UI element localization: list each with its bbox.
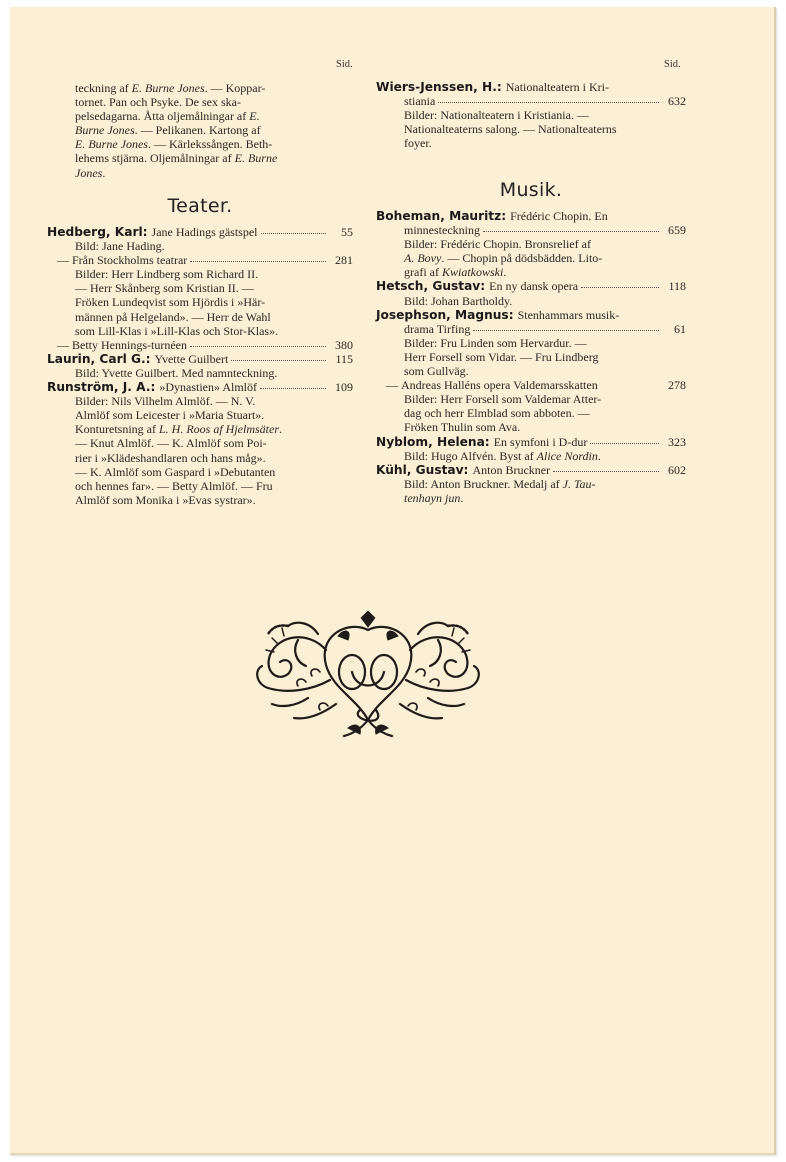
detail-line: Bilder: Frédéric Chopin. Bronsrelief af xyxy=(404,237,591,252)
index-entry xyxy=(376,209,686,223)
index-entry xyxy=(47,380,353,394)
detail-line: Konturetsning af L. H. Roos af Hjelmsäter. xyxy=(75,422,282,437)
entry-title: Anton Bruckner xyxy=(472,462,551,477)
entry-title: »Dynastien» Almlöf xyxy=(159,380,258,395)
entry-author: Boheman, Mauritz: xyxy=(376,209,507,223)
entry-title: Frédéric Chopin. En xyxy=(510,209,608,223)
dot-leader xyxy=(473,329,659,331)
detail-line: dag och herr Elmblad som abboten. — xyxy=(404,406,590,421)
dot-leader xyxy=(601,386,659,387)
index-entry xyxy=(376,435,686,449)
detail-line: Bilder: Herr Forsell som Valdemar Atter- xyxy=(404,392,602,407)
entry-detail xyxy=(376,477,686,505)
detail-line: Almlöf som Monika i »Evas systrar». xyxy=(75,492,256,507)
entry-title: stiania xyxy=(404,94,436,109)
section-title-musik: Musik. xyxy=(499,179,563,201)
continuation-line: tornet. Pan och Psyke. De sex ska- xyxy=(75,95,241,110)
index-entry xyxy=(376,463,686,477)
entry-page-number: 281 xyxy=(335,253,353,268)
entry-title: drama Tirfing xyxy=(404,321,471,336)
entry-detail xyxy=(376,108,686,150)
entry-title: En symfoni i D-dur xyxy=(493,434,588,449)
continuation-line: teckning af E. Burne Jones. — Koppar- xyxy=(75,81,266,95)
continuation-text xyxy=(47,81,353,180)
detail-line: som Gullväg. xyxy=(404,364,469,379)
entry-title: Stenhammars musik- xyxy=(517,307,620,322)
detail-line: foyer. xyxy=(404,136,432,151)
dot-leader xyxy=(581,286,659,288)
index-entry xyxy=(47,253,353,267)
detail-line: tenhayn jun. xyxy=(404,490,464,505)
detail-line: rier i »Klädeshandlaren och hans måg». xyxy=(75,450,266,465)
page-column-header: Sid. xyxy=(664,59,681,70)
page-column-header: Sid. xyxy=(336,59,353,70)
dot-leader xyxy=(190,260,326,262)
entry-page-number: 632 xyxy=(668,94,686,109)
continuation-line: pelsedagarna. Åtta oljemålningar af E. xyxy=(75,109,260,124)
entry-title: Yvette Guilbert xyxy=(154,351,229,366)
entry-detail: Bild: Hugo Alfvén. Byst af Alice Nordin. xyxy=(404,448,601,463)
entry-author: Runström, J. A.: xyxy=(47,380,156,395)
dot-leader xyxy=(190,345,326,347)
detail-line: Fröken Thulin som Ava. xyxy=(404,420,521,435)
detail-line: Almlöf som Leicester i »Maria Stuart». xyxy=(75,408,265,423)
entry-author: Hetsch, Gustav: xyxy=(376,279,486,294)
entry-author: Wiers-Jenssen, H.: xyxy=(376,80,502,94)
entry-title: minnesteckning xyxy=(404,223,480,238)
detail-line: Bild: Anton Bruckner. Medalj af J. Tau- xyxy=(404,476,596,491)
entry-page-number: 118 xyxy=(668,279,686,294)
detail-line: Nationalteaterns salong. — Nationalteaterns xyxy=(404,122,617,137)
teater-entries xyxy=(47,225,353,507)
detail-line: Bilder: Fru Linden som Hervardur. — xyxy=(404,335,587,350)
index-entry xyxy=(376,378,686,392)
index-entry xyxy=(47,338,353,352)
dot-leader xyxy=(261,232,326,234)
entry-author: Nyblom, Helena: xyxy=(376,434,490,449)
detail-line: Herr Forsell som Vidar. — Fru Lindberg xyxy=(404,349,599,364)
detail-line: — Knut Almlöf. — K. Almlöf som Poi- xyxy=(75,436,267,451)
entry-detail xyxy=(376,336,686,378)
continuation-line: E. Burne Jones. — Kärlekssången. Beth- xyxy=(75,137,273,152)
entry-author: Laurin, Carl G.: xyxy=(47,351,151,366)
entry-title: Jane Hadings gästspel xyxy=(151,225,258,239)
entry-title: Från Stockholms teatrar xyxy=(72,253,188,268)
detail-line: männen på Helgeland». — Herr de Wahl xyxy=(75,309,271,324)
entry-page-number: 278 xyxy=(668,378,686,393)
continuation-line: Burne Jones. — Pelikanen. Kartong af xyxy=(75,123,261,138)
entry-author: Kühl, Gustav: xyxy=(376,462,469,477)
detail-line: A. Bovy. — Chopin på dödsbädden. Lito- xyxy=(404,251,603,266)
dot-leader xyxy=(260,387,326,389)
entry-dash: — xyxy=(57,253,69,268)
entry-page-number: 61 xyxy=(674,321,686,336)
entry-detail: Bild: Jane Hading. xyxy=(75,239,165,254)
continuation-line: Jones. xyxy=(75,165,106,180)
entry-title: Nationalteatern i Kri- xyxy=(505,80,610,94)
floral-vignette-ornament-icon xyxy=(248,610,488,740)
entry-author: Josephson, Magnus: xyxy=(376,307,514,322)
entry-page-number: 659 xyxy=(668,223,686,238)
index-entry xyxy=(47,225,353,239)
detail-line: och hennes far». — Betty Almlöf. — Fru xyxy=(75,478,273,493)
index-entry-continued xyxy=(376,223,686,237)
entry-page-number: 323 xyxy=(668,434,686,449)
dot-leader xyxy=(590,442,659,444)
detail-line: Bilder: Nationalteatern i Kristiania. — xyxy=(404,108,589,123)
entry-author: Hedberg, Karl: xyxy=(47,225,148,239)
entry-page-number: 115 xyxy=(335,351,353,366)
continuation-line: lehems stjärna. Oljemålningar af E. Burne xyxy=(75,151,278,166)
entry-title: En ny dansk opera xyxy=(489,279,579,294)
section-title-teater: Teater. xyxy=(167,195,233,217)
dot-leader xyxy=(231,359,326,361)
entry-page-number: 380 xyxy=(335,337,353,352)
detail-line: Bilder: Nils Vilhelm Almlöf. — N. V. xyxy=(75,394,256,409)
index-entry xyxy=(376,308,686,322)
index-entry xyxy=(47,352,353,366)
detail-line: grafi af Kwiatkowski. xyxy=(404,265,507,280)
entry-detail xyxy=(376,237,686,279)
detail-line: Bilder: Herr Lindberg som Richard II. xyxy=(75,267,259,282)
detail-line: — Herr Skånberg som Kristian II. — xyxy=(75,281,254,296)
entry-dash: — xyxy=(57,337,69,352)
dot-leader xyxy=(483,230,659,232)
entry-detail xyxy=(47,267,353,337)
musik-entries xyxy=(376,209,686,505)
entry-dash: — xyxy=(386,378,398,393)
teater-continued-entries xyxy=(376,80,686,150)
entry-page-number: 109 xyxy=(335,380,353,395)
entry-page-number: 602 xyxy=(668,462,686,477)
dot-leader xyxy=(438,101,659,103)
index-entry-continued xyxy=(376,322,686,336)
detail-line: Fröken Lundeqvist som Hjördis i »Här- xyxy=(75,295,266,310)
detail-line: — K. Almlöf som Gaspard i »Debutanten xyxy=(75,464,276,479)
detail-line: som Lill-Klas i »Lill-Klas och Stor-Klas». xyxy=(75,323,279,338)
entry-page-number: 55 xyxy=(341,225,353,239)
dot-leader xyxy=(553,470,659,472)
entry-detail xyxy=(47,394,353,507)
index-entry xyxy=(376,80,686,94)
index-entry-continued xyxy=(376,94,686,108)
entry-detail xyxy=(376,392,686,434)
entry-title: Andreas Halléns opera Valdemarsskatten xyxy=(401,378,598,393)
document-page xyxy=(10,7,776,1155)
index-entry xyxy=(376,279,686,293)
entry-title: Betty Hennings-turnéen xyxy=(72,337,187,352)
entry-detail: Bild: Yvette Guilbert. Med namnteckning. xyxy=(75,365,278,380)
entry-detail: Bild: Johan Bartholdy. xyxy=(404,293,513,308)
